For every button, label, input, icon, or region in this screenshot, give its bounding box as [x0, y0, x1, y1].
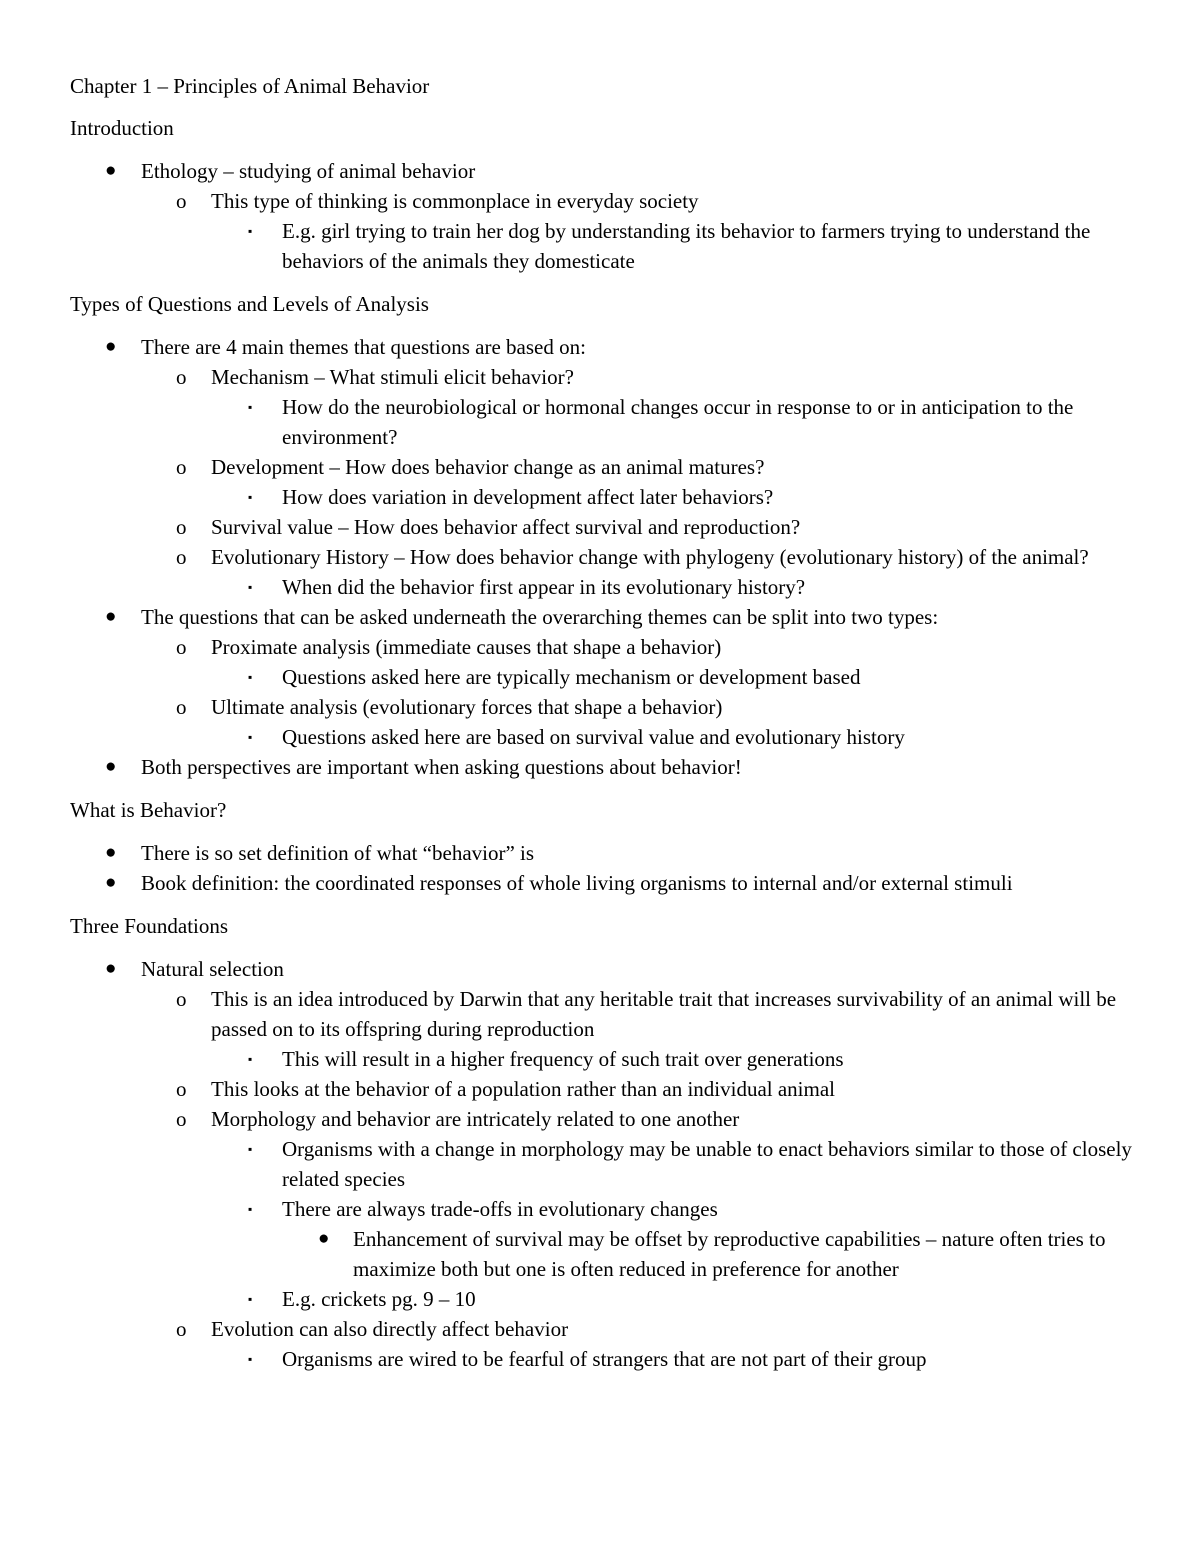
list-item	[70, 332, 1140, 362]
bullet-disc-icon: ●	[105, 606, 117, 627]
list-item-text: This type of thinking is commonplace in everyday society	[211, 189, 699, 213]
bullet-square-icon: ▪	[248, 1292, 253, 1306]
list-item	[70, 1224, 1140, 1284]
bullet-square-icon: ▪	[248, 730, 253, 744]
list-item	[70, 632, 1140, 662]
list-item	[70, 156, 1140, 186]
bullet-square-icon: ▪	[248, 400, 253, 414]
bullet-circle-icon: o	[176, 189, 187, 213]
list-item-text: Natural selection	[141, 957, 284, 981]
list-item-text: Proximate analysis (immediate causes that shape a behavior)	[211, 635, 722, 659]
bullet-disc-icon: ●	[105, 842, 117, 863]
bullet-circle-icon: o	[176, 545, 187, 569]
list-item	[70, 1284, 1140, 1314]
list-item	[70, 1074, 1140, 1104]
list-item-text: The questions that can be asked underneath the overarching themes can be split into two types:	[141, 605, 939, 629]
section-heading: What is Behavior?	[70, 798, 227, 822]
list-item	[70, 838, 1140, 868]
bullet-disc-icon: ●	[105, 160, 117, 181]
list-item-text: How do the neurobiological or hormonal changes occur in response to or in anticipation to the environment?	[282, 395, 1074, 449]
list-item	[70, 752, 1140, 782]
list-item-text: Enhancement of survival may be offset by reproductive capabilities – nature often tries to maximize both but one is often reduced in preference for another	[353, 1227, 1106, 1281]
list-item-text: This is an idea introduced by Darwin that any heritable trait that increases survivability of an animal will be passed on to its offspring during reproduction	[211, 987, 1117, 1041]
bullet-circle-icon: o	[176, 987, 187, 1011]
list-item-text: There are 4 main themes that questions are based on:	[141, 335, 586, 359]
document-title: Chapter 1 – Principles of Animal Behavior	[70, 74, 430, 98]
list-item	[70, 512, 1140, 542]
document-sections	[70, 113, 1140, 1374]
list-item	[70, 1344, 1140, 1374]
list-item	[70, 1314, 1140, 1344]
bullet-disc-icon: ●	[105, 336, 117, 357]
list-item-text: Morphology and behavior are intricately related to one another	[211, 1107, 740, 1131]
list-item-text: Development – How does behavior change as an animal matures?	[211, 455, 765, 479]
bullet-square-icon: ▪	[248, 1352, 253, 1366]
list-item-text: Questions asked here are typically mechanism or development based	[282, 665, 861, 689]
bullet-square-icon: ▪	[248, 224, 253, 238]
bullet-circle-icon: o	[176, 695, 187, 719]
bullet-square-icon: ▪	[248, 580, 253, 594]
list-item	[70, 692, 1140, 722]
list-item-text: Organisms with a change in morphology may be unable to enact behaviors similar to those of closely related species	[282, 1137, 1132, 1191]
list-item-text: Evolution can also directly affect behavior	[211, 1317, 569, 1341]
bullet-circle-icon: o	[176, 455, 187, 479]
bullet-square-icon: ▪	[248, 490, 253, 504]
list-item-text: There are always trade-offs in evolutionary changes	[282, 1197, 718, 1221]
list-item	[70, 542, 1140, 572]
list-item	[70, 1044, 1140, 1074]
list-item	[70, 984, 1140, 1044]
list-item-text: Both perspectives are important when asking questions about behavior!	[141, 755, 742, 779]
document-page	[70, 71, 1140, 1387]
list-item	[70, 954, 1140, 984]
bullet-disc-icon: ●	[105, 958, 117, 979]
list-item-text: Ethology – studying of animal behavior	[141, 159, 476, 183]
list-item	[70, 362, 1140, 392]
list-item	[70, 722, 1140, 752]
section-heading: Types of Questions and Levels of Analysis	[70, 292, 429, 316]
list-item-text: Evolutionary History – How does behavior change with phylogeny (evolutionary history) of the animal?	[211, 545, 1089, 569]
list-item	[70, 662, 1140, 692]
list-item	[70, 186, 1140, 216]
bullet-circle-icon: o	[176, 1077, 187, 1101]
list-item-text: How does variation in development affect later behaviors?	[282, 485, 774, 509]
bullet-circle-icon: o	[176, 1107, 187, 1131]
bullet-circle-icon: o	[176, 1317, 187, 1341]
list-item-text: E.g. crickets pg. 9 – 10	[282, 1287, 476, 1311]
bullet-disc-icon: ●	[105, 756, 117, 777]
list-item	[70, 572, 1140, 602]
list-item-text: There is so set definition of what “behavior” is	[141, 841, 535, 865]
list-item-text: Questions asked here are based on survival value and evolutionary history	[282, 725, 905, 749]
bullet-list	[70, 332, 1140, 782]
list-item	[70, 602, 1140, 632]
bullet-circle-icon: o	[176, 515, 187, 539]
list-item-text: E.g. girl trying to train her dog by understanding its behavior to farmers trying to understand the behaviors of the animals they domesticate	[282, 219, 1091, 273]
list-item-text: Ultimate analysis (evolutionary forces that shape a behavior)	[211, 695, 723, 719]
list-item	[70, 452, 1140, 482]
bullet-list	[70, 838, 1140, 898]
list-item-text: Organisms are wired to be fearful of strangers that are not part of their group	[282, 1347, 927, 1371]
bullet-list	[70, 954, 1140, 1374]
bullet-disc-icon: ●	[105, 872, 117, 893]
list-item-text: Book definition: the coordinated responses of whole living organisms to internal and/or external stimuli	[141, 871, 1013, 895]
bullet-disc-icon: ●	[318, 1228, 330, 1249]
bullet-square-icon: ▪	[248, 670, 253, 684]
bullet-list	[70, 156, 1140, 276]
bullet-square-icon: ▪	[248, 1202, 253, 1216]
section-heading: Three Foundations	[70, 914, 229, 938]
list-item-text: This will result in a higher frequency of such trait over generations	[282, 1047, 844, 1071]
list-item	[70, 1104, 1140, 1134]
list-item	[70, 868, 1140, 898]
bullet-square-icon: ▪	[248, 1142, 253, 1156]
bullet-circle-icon: o	[176, 635, 187, 659]
list-item-text: Mechanism – What stimuli elicit behavior?	[211, 365, 574, 389]
list-item	[70, 482, 1140, 512]
bullet-circle-icon: o	[176, 365, 187, 389]
list-item	[70, 1134, 1140, 1194]
section-heading: Introduction	[70, 116, 174, 140]
list-item	[70, 1194, 1140, 1224]
list-item-text: This looks at the behavior of a population rather than an individual animal	[211, 1077, 836, 1101]
list-item	[70, 392, 1140, 452]
list-item-text: Survival value – How does behavior affect survival and reproduction?	[211, 515, 801, 539]
list-item-text: When did the behavior first appear in its evolutionary history?	[282, 575, 806, 599]
bullet-square-icon: ▪	[248, 1052, 253, 1066]
list-item	[70, 216, 1140, 276]
